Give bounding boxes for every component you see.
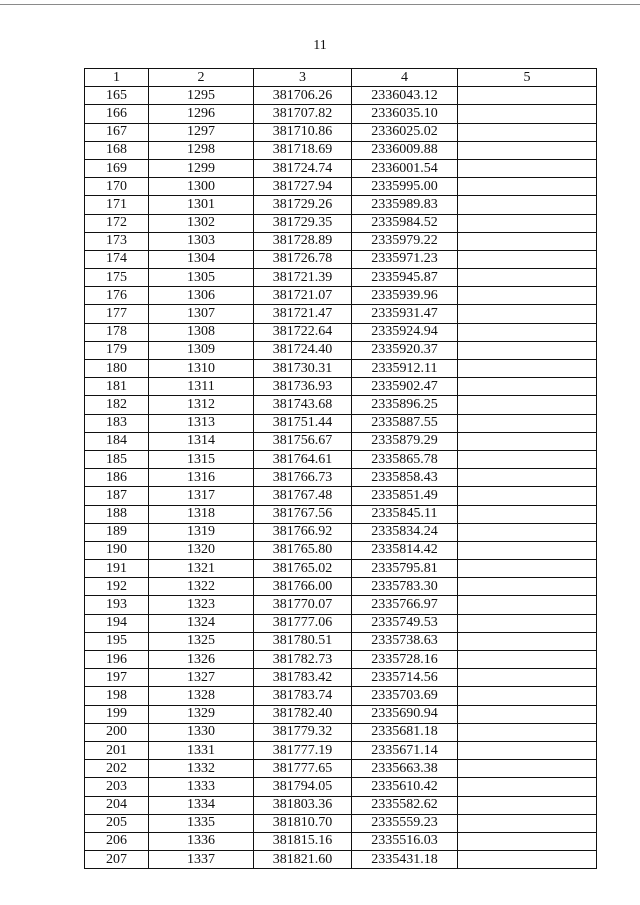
table-row xyxy=(85,123,597,141)
table-cell: 177 xyxy=(85,305,149,323)
table-cell: 182 xyxy=(85,396,149,414)
table-cell: 185 xyxy=(85,450,149,468)
table-cell: 1295 xyxy=(149,87,254,105)
table-cell: 381782.40 xyxy=(254,705,352,723)
table-cell: 381766.00 xyxy=(254,578,352,596)
table-cell xyxy=(458,269,597,287)
table-cell: 168 xyxy=(85,141,149,159)
table-cell: 2335728.16 xyxy=(352,651,458,669)
table-cell: 381729.35 xyxy=(254,214,352,232)
table-cell xyxy=(458,596,597,614)
table-cell: 381721.47 xyxy=(254,305,352,323)
table-cell: 2335610.42 xyxy=(352,778,458,796)
table-cell xyxy=(458,287,597,305)
table-row xyxy=(85,487,597,505)
table-cell: 1313 xyxy=(149,414,254,432)
table-cell xyxy=(458,705,597,723)
table-cell: 2335896.25 xyxy=(352,396,458,414)
table-cell: 189 xyxy=(85,523,149,541)
table-cell: 183 xyxy=(85,414,149,432)
table-cell: 2336009.88 xyxy=(352,141,458,159)
table-cell: 1316 xyxy=(149,469,254,487)
table-body xyxy=(85,87,597,869)
table-cell: 1304 xyxy=(149,250,254,268)
table-cell: 170 xyxy=(85,178,149,196)
table-cell: 2335920.37 xyxy=(352,341,458,359)
table-row xyxy=(85,705,597,723)
table-cell: 381777.19 xyxy=(254,741,352,759)
table-cell: 381707.82 xyxy=(254,105,352,123)
table-cell: 1320 xyxy=(149,541,254,559)
table-cell xyxy=(458,159,597,177)
table-cell: 1300 xyxy=(149,178,254,196)
table-cell: 191 xyxy=(85,560,149,578)
table-cell: 2335845.11 xyxy=(352,505,458,523)
table-cell: 381777.65 xyxy=(254,760,352,778)
table-cell: 1303 xyxy=(149,232,254,250)
table-cell xyxy=(458,487,597,505)
table-row xyxy=(85,214,597,232)
table-cell: 381736.93 xyxy=(254,378,352,396)
table-cell: 1296 xyxy=(149,105,254,123)
table-cell: 381706.26 xyxy=(254,87,352,105)
table-cell: 2335939.96 xyxy=(352,287,458,305)
table-cell: 381766.92 xyxy=(254,523,352,541)
table-cell: 1308 xyxy=(149,323,254,341)
table-cell: 180 xyxy=(85,360,149,378)
table-cell: 2335703.69 xyxy=(352,687,458,705)
table-cell: 2335912.11 xyxy=(352,360,458,378)
table-cell: 1311 xyxy=(149,378,254,396)
table-cell: 1312 xyxy=(149,396,254,414)
table-row xyxy=(85,614,597,632)
table-cell: 381765.02 xyxy=(254,560,352,578)
table-row xyxy=(85,141,597,159)
table-cell xyxy=(458,541,597,559)
table-cell: 188 xyxy=(85,505,149,523)
table-cell: 2335814.42 xyxy=(352,541,458,559)
table-row xyxy=(85,578,597,596)
table-cell xyxy=(458,232,597,250)
table-cell: 381721.39 xyxy=(254,269,352,287)
table-cell: 1325 xyxy=(149,632,254,650)
table-cell xyxy=(458,250,597,268)
table-cell: 2335783.30 xyxy=(352,578,458,596)
table-cell: 1321 xyxy=(149,560,254,578)
table-cell: 1305 xyxy=(149,269,254,287)
table-cell: 381730.31 xyxy=(254,360,352,378)
table-cell: 1323 xyxy=(149,596,254,614)
table-row xyxy=(85,269,597,287)
table-cell xyxy=(458,832,597,850)
table-cell: 1297 xyxy=(149,123,254,141)
table-cell: 381726.78 xyxy=(254,250,352,268)
table-cell: 193 xyxy=(85,596,149,614)
table-cell: 166 xyxy=(85,105,149,123)
table-cell: 2335834.24 xyxy=(352,523,458,541)
table-cell: 2335766.97 xyxy=(352,596,458,614)
table-cell: 169 xyxy=(85,159,149,177)
table-cell: 2336035.10 xyxy=(352,105,458,123)
table-cell xyxy=(458,614,597,632)
table-cell: 381780.51 xyxy=(254,632,352,650)
table-cell xyxy=(458,687,597,705)
table-row xyxy=(85,778,597,796)
table-row xyxy=(85,541,597,559)
table-cell xyxy=(458,741,597,759)
table-cell: 1306 xyxy=(149,287,254,305)
table-cell: 2335663.38 xyxy=(352,760,458,778)
table-cell: 2335995.00 xyxy=(352,178,458,196)
table-cell: 197 xyxy=(85,669,149,687)
coordinates-table xyxy=(84,68,597,869)
table-cell: 1322 xyxy=(149,578,254,596)
table-cell: 1299 xyxy=(149,159,254,177)
table-row xyxy=(85,305,597,323)
table-row xyxy=(85,378,597,396)
table-cell: 203 xyxy=(85,778,149,796)
table-cell xyxy=(458,560,597,578)
table-row xyxy=(85,851,597,869)
table-cell: 2335516.03 xyxy=(352,832,458,850)
table-row xyxy=(85,450,597,468)
table-cell: 1324 xyxy=(149,614,254,632)
table-cell: 207 xyxy=(85,851,149,869)
table-cell: 1337 xyxy=(149,851,254,869)
table-cell: 1302 xyxy=(149,214,254,232)
table-cell: 2335989.83 xyxy=(352,196,458,214)
table-cell: 181 xyxy=(85,378,149,396)
table-cell: 1319 xyxy=(149,523,254,541)
table-cell: 2335690.94 xyxy=(352,705,458,723)
table-cell: 2335971.23 xyxy=(352,250,458,268)
table-row xyxy=(85,87,597,105)
table-cell: 196 xyxy=(85,651,149,669)
table-cell: 2335714.56 xyxy=(352,669,458,687)
table-cell: 381767.56 xyxy=(254,505,352,523)
table-cell: 195 xyxy=(85,632,149,650)
table-cell: 381764.61 xyxy=(254,450,352,468)
table-cell: 1332 xyxy=(149,760,254,778)
table-cell: 2335851.49 xyxy=(352,487,458,505)
table-cell: 187 xyxy=(85,487,149,505)
table-row xyxy=(85,159,597,177)
table-cell xyxy=(458,178,597,196)
column-header: 1 xyxy=(85,69,149,87)
table-cell xyxy=(458,360,597,378)
table-cell: 381783.74 xyxy=(254,687,352,705)
table-cell: 204 xyxy=(85,796,149,814)
table-cell: 381821.60 xyxy=(254,851,352,869)
table-cell: 2335795.81 xyxy=(352,560,458,578)
table-cell: 179 xyxy=(85,341,149,359)
table-row xyxy=(85,505,597,523)
table-cell: 2335749.53 xyxy=(352,614,458,632)
table-cell: 381779.32 xyxy=(254,723,352,741)
table-cell xyxy=(458,87,597,105)
table-row xyxy=(85,196,597,214)
table-cell: 1298 xyxy=(149,141,254,159)
column-header: 2 xyxy=(149,69,254,87)
page-number: 11 xyxy=(313,38,327,53)
table-cell: 2335559.23 xyxy=(352,814,458,832)
table-row xyxy=(85,632,597,650)
table-cell: 381727.94 xyxy=(254,178,352,196)
table-cell xyxy=(458,523,597,541)
table-cell: 2335902.47 xyxy=(352,378,458,396)
table-cell: 2335979.22 xyxy=(352,232,458,250)
table-cell: 167 xyxy=(85,123,149,141)
table-cell xyxy=(458,469,597,487)
table-cell: 1307 xyxy=(149,305,254,323)
table-cell: 2335738.63 xyxy=(352,632,458,650)
table-cell: 381782.73 xyxy=(254,651,352,669)
table-row xyxy=(85,596,597,614)
table-cell xyxy=(458,669,597,687)
table-cell: 200 xyxy=(85,723,149,741)
table-row xyxy=(85,178,597,196)
table-cell: 1317 xyxy=(149,487,254,505)
table-row xyxy=(85,760,597,778)
table-cell xyxy=(458,341,597,359)
table-cell: 381765.80 xyxy=(254,541,352,559)
table-cell: 1333 xyxy=(149,778,254,796)
table-cell xyxy=(458,141,597,159)
table-cell xyxy=(458,214,597,232)
table-cell xyxy=(458,814,597,832)
table-cell: 2336001.54 xyxy=(352,159,458,177)
table-cell xyxy=(458,796,597,814)
table-cell: 2335945.87 xyxy=(352,269,458,287)
table-header-row xyxy=(85,69,597,87)
table-cell: 381794.05 xyxy=(254,778,352,796)
table-cell xyxy=(458,414,597,432)
table-row xyxy=(85,469,597,487)
column-header: 4 xyxy=(352,69,458,87)
table-cell: 175 xyxy=(85,269,149,287)
table-row xyxy=(85,287,597,305)
table-cell: 2336043.12 xyxy=(352,87,458,105)
table-row xyxy=(85,232,597,250)
table-cell: 2335431.18 xyxy=(352,851,458,869)
table-cell: 205 xyxy=(85,814,149,832)
table-cell xyxy=(458,632,597,650)
table-row xyxy=(85,741,597,759)
table-cell xyxy=(458,723,597,741)
table-cell: 199 xyxy=(85,705,149,723)
table-row xyxy=(85,105,597,123)
table-cell xyxy=(458,851,597,869)
table-cell: 381810.70 xyxy=(254,814,352,832)
table-cell: 1329 xyxy=(149,705,254,723)
table-cell: 381815.16 xyxy=(254,832,352,850)
table-cell: 1334 xyxy=(149,796,254,814)
table-cell: 381710.86 xyxy=(254,123,352,141)
table-cell: 2335582.62 xyxy=(352,796,458,814)
column-header: 5 xyxy=(458,69,597,87)
table-cell: 190 xyxy=(85,541,149,559)
table-cell xyxy=(458,105,597,123)
table-row xyxy=(85,651,597,669)
table-cell: 198 xyxy=(85,687,149,705)
table-cell: 1330 xyxy=(149,723,254,741)
table-cell: 174 xyxy=(85,250,149,268)
table-row xyxy=(85,669,597,687)
table-cell: 1318 xyxy=(149,505,254,523)
table-cell: 1309 xyxy=(149,341,254,359)
table-cell xyxy=(458,305,597,323)
table-row xyxy=(85,723,597,741)
table-cell: 2335671.14 xyxy=(352,741,458,759)
table-cell: 201 xyxy=(85,741,149,759)
table-cell: 2335924.94 xyxy=(352,323,458,341)
table-cell: 381751.44 xyxy=(254,414,352,432)
table-row xyxy=(85,414,597,432)
table-row xyxy=(85,360,597,378)
table-cell: 381756.67 xyxy=(254,432,352,450)
table-cell: 381783.42 xyxy=(254,669,352,687)
table-cell: 2335879.29 xyxy=(352,432,458,450)
table-cell: 381718.69 xyxy=(254,141,352,159)
table-row xyxy=(85,814,597,832)
table-cell: 1335 xyxy=(149,814,254,832)
table-cell xyxy=(458,578,597,596)
table-cell: 2335984.52 xyxy=(352,214,458,232)
table-cell: 192 xyxy=(85,578,149,596)
table-cell: 381767.48 xyxy=(254,487,352,505)
table-cell: 2335865.78 xyxy=(352,450,458,468)
table-cell: 206 xyxy=(85,832,149,850)
table-cell: 165 xyxy=(85,87,149,105)
table-row xyxy=(85,250,597,268)
table-cell: 2335681.18 xyxy=(352,723,458,741)
table-cell: 1315 xyxy=(149,450,254,468)
table-cell: 171 xyxy=(85,196,149,214)
table-cell: 178 xyxy=(85,323,149,341)
table-cell: 202 xyxy=(85,760,149,778)
table-cell: 1310 xyxy=(149,360,254,378)
table-cell: 1327 xyxy=(149,669,254,687)
table-cell: 381743.68 xyxy=(254,396,352,414)
table-cell: 186 xyxy=(85,469,149,487)
table-cell xyxy=(458,323,597,341)
table-cell: 2336025.02 xyxy=(352,123,458,141)
column-header: 3 xyxy=(254,69,352,87)
table-cell: 1314 xyxy=(149,432,254,450)
table-cell: 172 xyxy=(85,214,149,232)
table-cell: 381766.73 xyxy=(254,469,352,487)
table-cell: 381721.07 xyxy=(254,287,352,305)
table-row xyxy=(85,432,597,450)
table-cell: 2335858.43 xyxy=(352,469,458,487)
table-cell xyxy=(458,123,597,141)
table-cell: 1328 xyxy=(149,687,254,705)
table-cell: 381724.74 xyxy=(254,159,352,177)
table-cell xyxy=(458,396,597,414)
table-cell: 381803.36 xyxy=(254,796,352,814)
table-cell: 194 xyxy=(85,614,149,632)
table-cell: 2335931.47 xyxy=(352,305,458,323)
table-cell: 381724.40 xyxy=(254,341,352,359)
table-cell xyxy=(458,760,597,778)
table-cell: 381777.06 xyxy=(254,614,352,632)
table-cell: 173 xyxy=(85,232,149,250)
table-cell: 381770.07 xyxy=(254,596,352,614)
table-cell: 381722.64 xyxy=(254,323,352,341)
table-row xyxy=(85,832,597,850)
table-cell xyxy=(458,196,597,214)
table-cell xyxy=(458,505,597,523)
table-row xyxy=(85,560,597,578)
table-cell xyxy=(458,450,597,468)
table-row xyxy=(85,323,597,341)
table-cell xyxy=(458,651,597,669)
table-cell: 381729.26 xyxy=(254,196,352,214)
table-cell: 381728.89 xyxy=(254,232,352,250)
top-rule xyxy=(0,4,640,5)
table-cell: 1326 xyxy=(149,651,254,669)
table-row xyxy=(85,687,597,705)
table-cell: 1336 xyxy=(149,832,254,850)
table-cell xyxy=(458,432,597,450)
table-row xyxy=(85,396,597,414)
table-cell: 2335887.55 xyxy=(352,414,458,432)
table-cell: 176 xyxy=(85,287,149,305)
table-row xyxy=(85,341,597,359)
table-cell xyxy=(458,778,597,796)
table-cell xyxy=(458,378,597,396)
table-row xyxy=(85,796,597,814)
table-cell: 184 xyxy=(85,432,149,450)
table-cell: 1301 xyxy=(149,196,254,214)
table-cell: 1331 xyxy=(149,741,254,759)
table-row xyxy=(85,523,597,541)
